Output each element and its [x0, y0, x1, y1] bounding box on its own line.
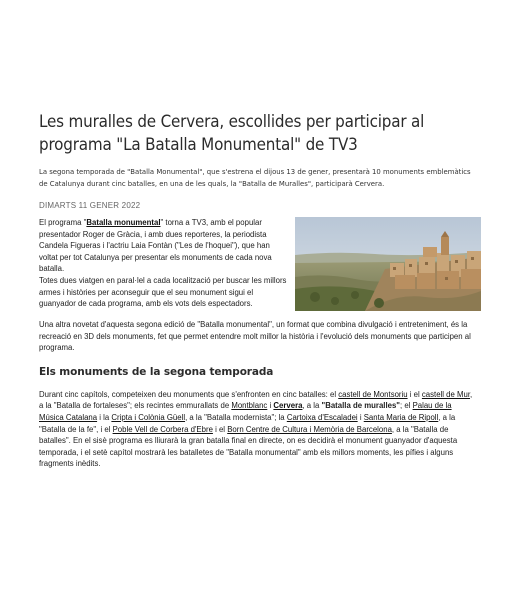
batalla-monumental-link[interactable]: Batalla monumental: [86, 218, 161, 227]
article-headline: Les muralles de Cervera, escollides per participar al programa "La Batalla Monumental" de TV3: [39, 112, 425, 154]
intro-text-pre: El programa ": [39, 218, 87, 227]
paragraph-novelty: Una altra novetat d'aquesta segona edició de "Batalla monumental", un format que combina divulgació i entreteniment, és la recreació en 3D dels monuments, fet que permet entendre molt millor la història i l'evolució dels monuments que participen al programa.: [39, 320, 471, 353]
poble-vell-corbera-link[interactable]: Poble Vell de Corbera d'Ebre: [112, 424, 213, 434]
text-segment: , a la "Batalla de batalles". En el sisè programa es lliurarà la gran batalla final en directe, on es decidirà el monument guanyador d'aquesta temporada, i el setè capítol mostrarà les batalletes de "Batalla monumental" amb els millors moments, les pífies i alguns fragments inèdits.: [39, 424, 458, 469]
text-segment: i la: [97, 412, 112, 422]
article-date: DIMARTS 11 GENER 2022: [39, 201, 141, 210]
intro-block: [39, 217, 477, 311]
cartoixa-escaladei-link[interactable]: Cartoixa d'Escaladei: [286, 412, 358, 422]
cripta-colonia-guell-link[interactable]: Cripta i Colònia Güell: [111, 412, 186, 422]
cervera-link[interactable]: Cervera: [273, 401, 303, 411]
text-segment: , a la: [302, 401, 322, 411]
batalla-muralles-bold: "Batalla de muralles": [321, 401, 400, 411]
article: [39, 110, 477, 470]
text-segment: i: [357, 412, 364, 422]
text-segment: ; el: [399, 401, 413, 411]
montblanc-link[interactable]: Montblanc: [231, 401, 268, 411]
intro-text-second: Totes dues viatgen en paral·lel a cada localització per buscar les millors armes i històries per aconseguir que el seu monument sigui el guanyador de cada programa, amb els vots dels espectadors.: [39, 275, 287, 309]
text-segment: , a la "Batalla de fortaleses"; els recintes emmurallats de: [39, 389, 473, 411]
intro-text-post: " torna a TV3, amb el popular presentador Roger de Gràcia, i amb dues reporteres, la periodista Candela Figueras i l'actriu Laia Fontàn ("Les de l'hoquei"), que han voltat per tot Catalunya per presentar els monuments de cada nova batalla.: [39, 218, 272, 274]
text-segment: i el: [212, 424, 228, 434]
text-segment: , a la "Batalla modernista"; la: [185, 412, 287, 422]
section-title: Els monuments de la segona temporada: [39, 365, 274, 378]
intro-paragraph: [39, 217, 287, 310]
castell-montsoriu-link[interactable]: castell de Montsoriu: [338, 389, 408, 399]
article-lead: La segona temporada de "Batalla Monumental", que s'estrena el dijous 13 de gener, presentarà 10 monuments emblemàtics de Catalunya durant cinc batalles, en una de les quals, la "Batalla de Muralles", participarà Cervera.: [39, 167, 471, 188]
santa-maria-ripoll-link[interactable]: Santa Maria de Ripoll: [363, 412, 439, 422]
text-segment: i: [267, 401, 274, 411]
cervera-photo: [295, 217, 481, 311]
palau-musica-link[interactable]: Palau de la Música Catalana: [39, 401, 452, 422]
paragraph-monuments: [39, 389, 477, 470]
cervera-landscape-image: [295, 217, 481, 311]
text-segment: i el: [407, 389, 422, 399]
text-segment: Durant cinc capítols, competeixen deu monuments que s'enfronten en cinc batalles: el: [39, 389, 339, 399]
text-segment: , a la "Batalla de la fe", i el: [39, 412, 456, 434]
born-centre-cultura-link[interactable]: Born Centre de Cultura i Memòria de Barcelona: [227, 424, 392, 434]
castell-mur-link[interactable]: castell de Mur: [421, 389, 471, 399]
